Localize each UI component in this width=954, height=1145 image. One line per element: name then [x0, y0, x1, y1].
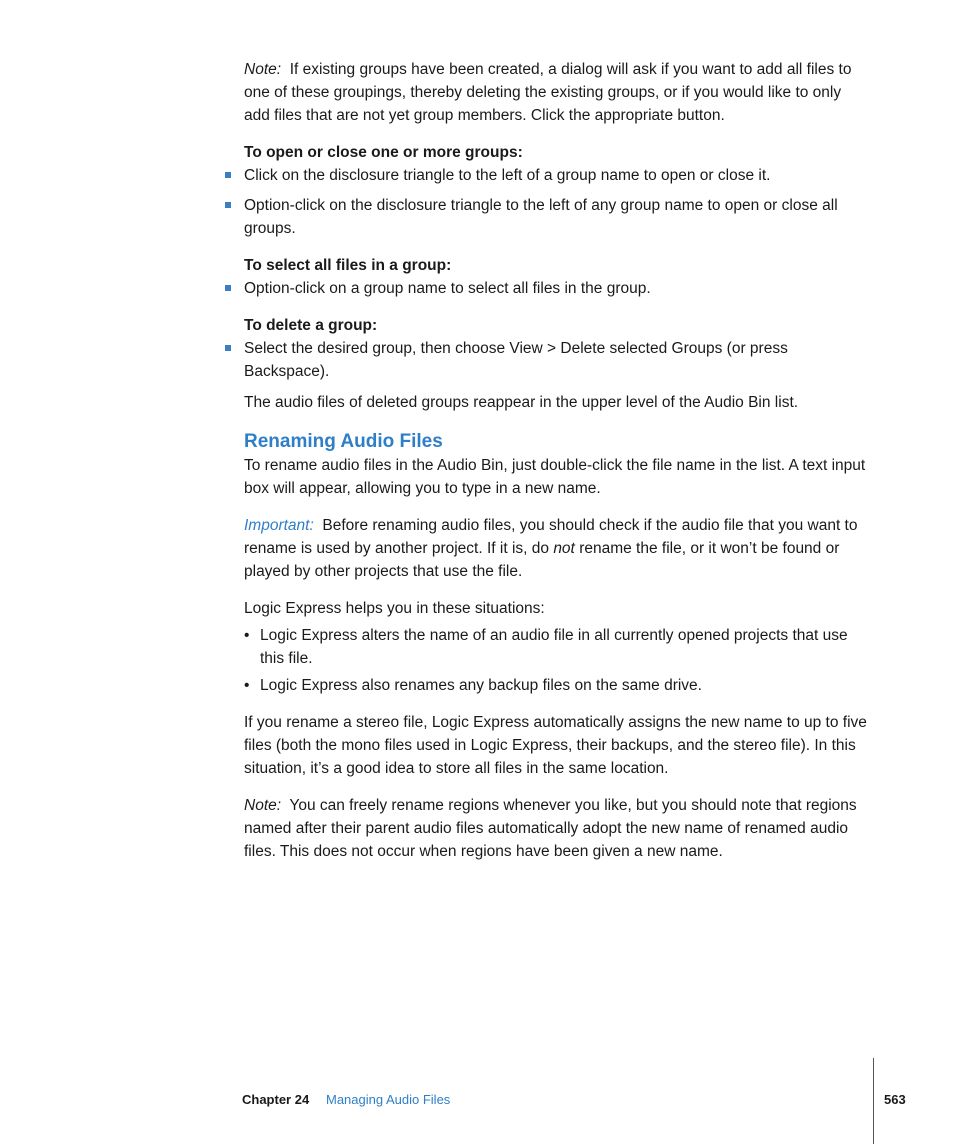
list-item: Option-click on a group name to select all files in the group.: [244, 277, 868, 300]
important-label: Important:: [244, 517, 314, 534]
section-intro: To rename audio files in the Audio Bin, just double-click the file name in the list. A text input box will appear, allowing you to type in a new name.: [244, 457, 866, 497]
task-heading: To delete a group:: [244, 317, 378, 334]
task-open-close-groups: [244, 141, 868, 240]
list-item: Click on the disclosure triangle to the left of a group name to open or close it.: [244, 164, 868, 187]
task-steps: [244, 337, 868, 383]
list-item: Option-click on the disclosure triangle to the left of any group name to open or close all groups.: [244, 194, 868, 240]
task-delete-group: [244, 314, 868, 414]
footer-chapter-title: Managing Audio Files: [326, 1092, 451, 1107]
note-label: Note:: [244, 797, 282, 814]
important-paragraph: Important: Before renaming audio files, you should check if the audio file that you want to rename is used by another project. If it is, do not rename the file, or it won’t be found or played by other projects that use the file.: [244, 517, 858, 580]
task-result-text: The audio files of deleted groups reappear in the upper level of the Audio Bin list.: [244, 394, 799, 411]
page-number: 563: [884, 1092, 906, 1107]
bullet-dot-icon: •: [244, 627, 250, 644]
list-item: Select the desired group, then choose View > Delete selected Groups (or press Backspace).: [244, 337, 868, 383]
note-text: If existing groups have been created, a dialog will ask if you want to add all files to one of these groupings, thereby deleting the existing groups, or if you would like to only add files that are not yet group members. Click the appropriate button.: [244, 61, 852, 124]
note-paragraph: [244, 58, 868, 127]
bullet-dot-icon: •: [244, 677, 250, 694]
square-bullet-icon: [225, 345, 231, 351]
section-title: Renaming Audio Files: [244, 431, 443, 452]
helps-text: Logic Express helps you in these situations:: [244, 600, 545, 617]
stereo-paragraph: If you rename a stereo file, Logic Express automatically assigns the new name to up to five files (both the mono files used in Logic Express, their backups, and the stereo file). In this situation, it’s a good idea to store all files in the same location.: [244, 714, 867, 777]
helps-list: [244, 624, 868, 697]
square-bullet-icon: [225, 202, 231, 208]
task-heading: To select all files in a group:: [244, 257, 452, 274]
task-steps: [244, 277, 868, 300]
task-steps: [244, 164, 868, 240]
list-item: • Logic Express alters the name of an audio file in all currently opened projects that use this file.: [260, 624, 868, 670]
note-label: Note:: [244, 61, 282, 78]
footer-chapter: Chapter 24: [242, 1092, 310, 1107]
square-bullet-icon: [225, 285, 231, 291]
footer-divider: [873, 1058, 874, 1144]
page-content: [244, 58, 868, 877]
task-heading: To open or close one or more groups:: [244, 144, 523, 161]
square-bullet-icon: [225, 172, 231, 178]
note2-paragraph: Note: You can freely rename regions whenever you like, but you should note that regions named after their parent audio files automatically adopt the new name of renamed audio files. This does not occur when regions have been given a new name.: [244, 797, 857, 860]
task-select-files: [244, 254, 868, 300]
list-item: • Logic Express also renames any backup files on the same drive.: [260, 674, 868, 697]
